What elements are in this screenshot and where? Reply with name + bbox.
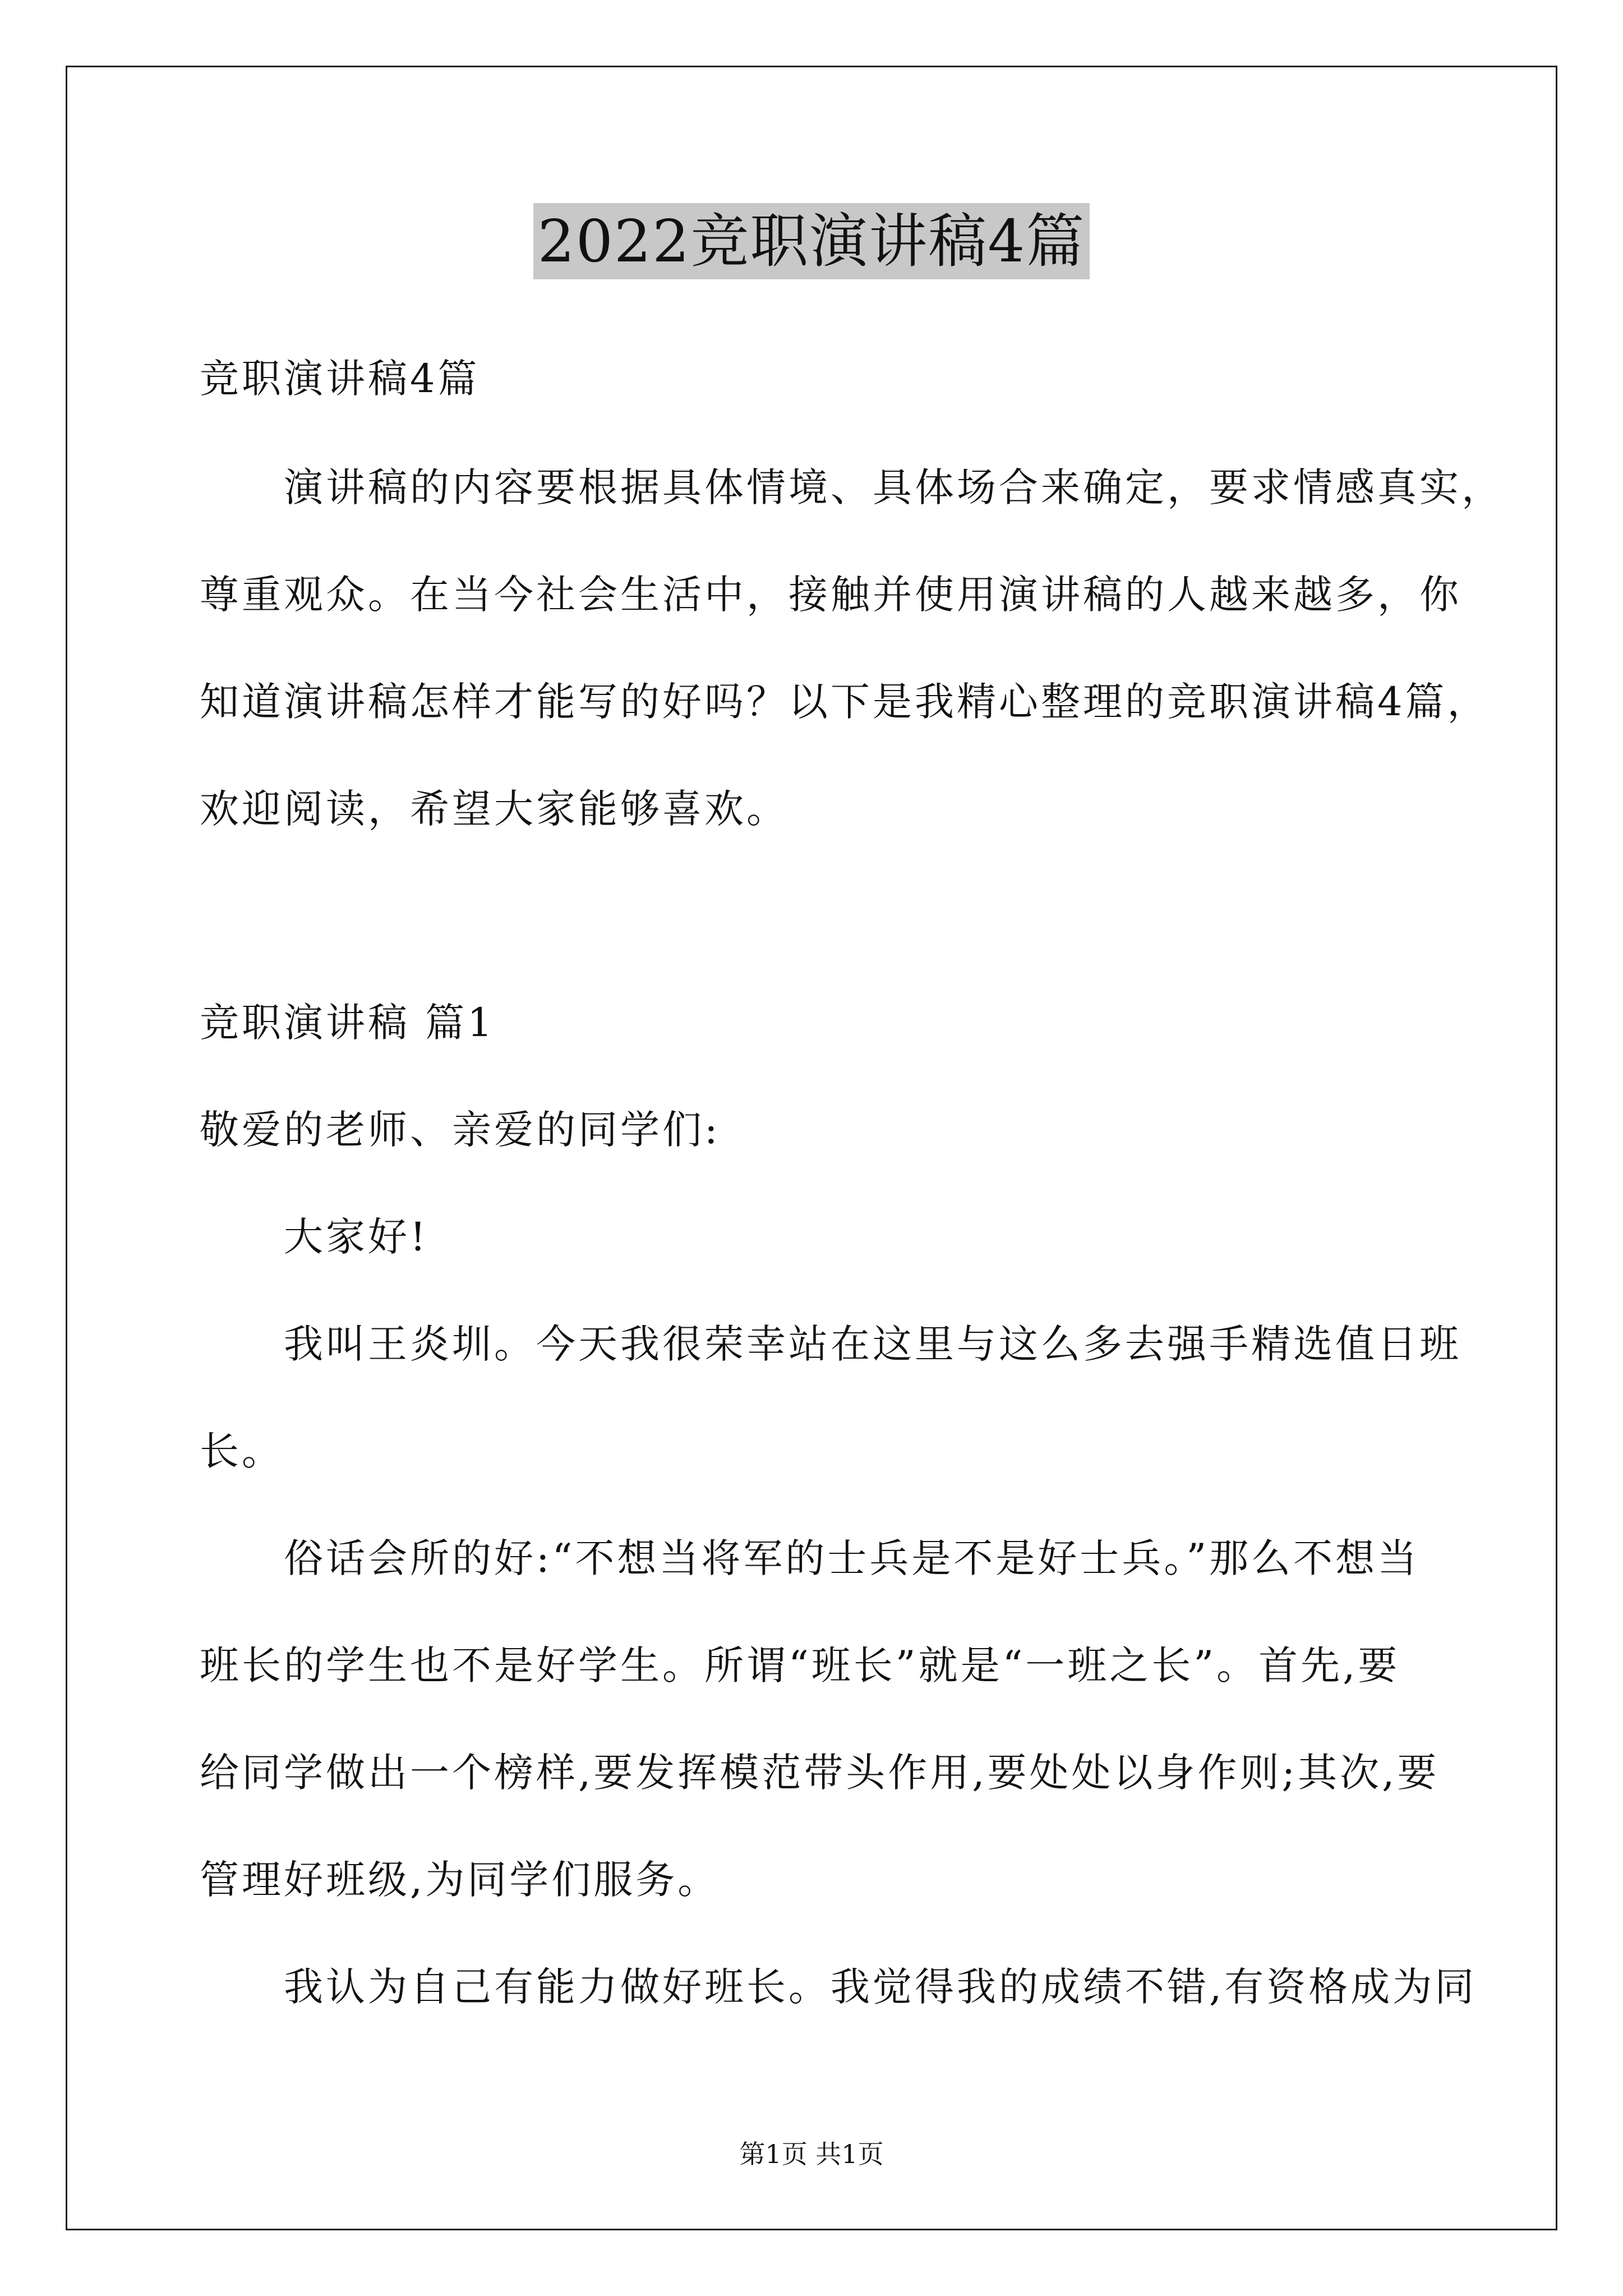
- section-heading: 竞职演讲稿 篇1: [200, 1000, 495, 1046]
- paragraph-line: 尊重观众。在当今社会生活中，接触并使用演讲稿的人越来越多，你: [200, 572, 1461, 618]
- paragraph-line: 我认为自己有能力做好班长。我觉得我的成绩不错,有资格成为同: [284, 1964, 1477, 2010]
- paragraph-line: 俗话会所的好:“不想当将军的士兵是不是好士兵。”那么不想当: [284, 1535, 1420, 1581]
- paragraph-line: 班长的学生也不是好学生。所谓“班长”就是“一班之长”。首先,要: [200, 1642, 1400, 1688]
- paragraph-line: 欢迎阅读，希望大家能够喜欢。: [200, 786, 789, 832]
- title-container: [0, 203, 1623, 279]
- paragraph-line: 知道演讲稿怎样才能写的好吗？以下是我精心整理的竞职演讲稿4篇，: [200, 679, 1490, 725]
- paragraph-line: 我叫王炎圳。今天我很荣幸站在这里与这么多去强手精选值日班: [284, 1321, 1461, 1367]
- greeting-line: 大家好!: [284, 1214, 429, 1260]
- subtitle-line: 竞职演讲稿4篇: [200, 356, 480, 402]
- paragraph-line: 给同学做出一个榜样,要发挥模范带头作用,要处处以身作则;其次,要: [200, 1750, 1440, 1796]
- document-title: 2022竞职演讲稿4篇: [533, 203, 1090, 279]
- paragraph-line: 长。: [200, 1428, 284, 1474]
- paragraph-line: 管理好班级,为同学们服务。: [200, 1857, 720, 1903]
- salutation-line: 敬爱的老师、亲爱的同学们:: [200, 1107, 721, 1153]
- page-footer: 第1页 共1页: [739, 2139, 884, 2169]
- paragraph-line: 演讲稿的内容要根据具体情境、具体场合来确定，要求情感真实，: [284, 464, 1504, 510]
